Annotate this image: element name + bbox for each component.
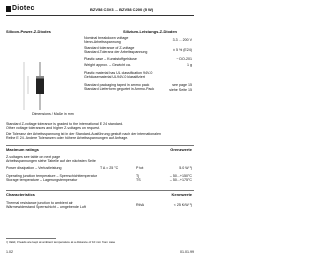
header-rule bbox=[6, 15, 194, 16]
spec-value-case: ~ DO-201 bbox=[176, 57, 192, 61]
footer-date: 01.01.99 bbox=[180, 250, 194, 254]
heading-characteristics-de: Kennwerte bbox=[171, 192, 192, 197]
spec-label-nominal-voltage-en: Nominal breakdown voltage bbox=[84, 36, 129, 40]
spec-label-case: Plastic case – Kunststoffgehäuse bbox=[84, 57, 137, 61]
diotec-logo-text: Diotec bbox=[12, 5, 35, 12]
char-thermal-symbol: RthA bbox=[136, 203, 144, 207]
rating-temp-values: – 50...+150°C – 50...+175°C bbox=[169, 174, 192, 182]
note-en-1: Standard Z-voltage tolerance is graded to the international E 24 standard. bbox=[6, 122, 124, 126]
heading-max-ratings-de: Grenzwerte bbox=[170, 147, 192, 152]
note-en-2: Other voltage tolerances and higher Z-voltages on request. bbox=[6, 126, 100, 130]
spec-label-ul-de: Gehäusematerial UL94V-0 klassifiziert bbox=[84, 75, 145, 79]
heading-characteristics-en: Characteristics bbox=[6, 192, 35, 197]
spec-label-packaging-en: Standard packaging taped in ammo pack bbox=[84, 83, 150, 87]
spec-value-packaging: see page 15 siehe Seite 15 bbox=[169, 83, 192, 92]
footnote-text: ¹) Valid, if leads are kept at ambient temperature at a distance of 10 mm from case bbox=[6, 240, 116, 244]
spec-label-weight: Weight approx. – Gewicht ca. bbox=[84, 63, 131, 67]
part-title: BZV58 C3V3 ... BZV58 C200 (5 W) bbox=[90, 7, 154, 12]
spec-label-tolerance-de: Standard-Toleranz der Arbeitsspannung bbox=[84, 50, 148, 54]
max-ratings-intro-1: Z-voltages see table on next page bbox=[6, 155, 61, 159]
rating-temp-label-1: Operating junction temperature – Sperrschichttemperatur bbox=[6, 174, 97, 178]
rating-power-condition: T A = 25 °C bbox=[100, 166, 119, 170]
heading-de-silicon-power: Silizium-Leistungs-Z-Dioden bbox=[123, 29, 177, 34]
note-de-1: Die Toleranz der Arbeitsspannung ist in der Standard-Ausführung gestuft nach der internationalen bbox=[6, 132, 161, 136]
char-thermal-label-2: Wärmewiderstand Sperrschicht – umgebende Luft bbox=[6, 205, 86, 209]
diotec-logo-mark bbox=[6, 6, 11, 12]
heading-en-silicon-power: Silicon-Power-Z-Diodes bbox=[6, 29, 51, 34]
diode-package-drawing bbox=[20, 62, 60, 110]
rating-power-symbol: P tot bbox=[136, 166, 144, 170]
spec-value-nominal-voltage: 3.3 ... 200 V bbox=[172, 38, 192, 42]
rating-temp-symbols: Tj TS bbox=[136, 174, 141, 182]
note-de-2: Reihe E 24. Andere Toleranzen oder höhere Arbeitsspannungen auf Anfrage. bbox=[6, 136, 129, 140]
max-ratings-intro-2: Arbeitsspannungen siehe Tabelle auf der nächsten Seite bbox=[6, 159, 96, 163]
spec-label-packaging-de: Standard Lieferform gegurtet in Ammo-Pack bbox=[84, 87, 155, 91]
package-dimension-label: Dimensions / Maße in mm bbox=[32, 112, 74, 116]
footer-page: 1.02 bbox=[6, 250, 13, 254]
spec-value-weight: 1 g bbox=[187, 63, 192, 67]
spec-label-tolerance-en: Standard tolerance of Z-voltage bbox=[84, 46, 135, 50]
cathode-band bbox=[36, 76, 44, 79]
rating-temp-label-2: Storage temperature – Lagerungstemperatur bbox=[6, 178, 78, 182]
spec-label-ul-en: Plastic material has UL classification 94V-0 bbox=[84, 71, 153, 75]
char-thermal-label-1: Thermal resistance junction to ambient air bbox=[6, 201, 73, 205]
char-thermal-value: < 25 K/W ¹) bbox=[173, 203, 192, 207]
spec-value-tolerance: ± 5 % (E24) bbox=[173, 48, 192, 52]
rating-power-value: 5.0 W ¹) bbox=[179, 166, 192, 170]
spec-label-nominal-voltage-de: Nenn-Arbeitsspannung bbox=[84, 40, 121, 44]
diode-body bbox=[36, 76, 44, 94]
heading-max-ratings-en: Maximum ratings bbox=[6, 147, 39, 152]
rating-power-label: Power dissipation – Verlustleistung bbox=[6, 166, 62, 170]
